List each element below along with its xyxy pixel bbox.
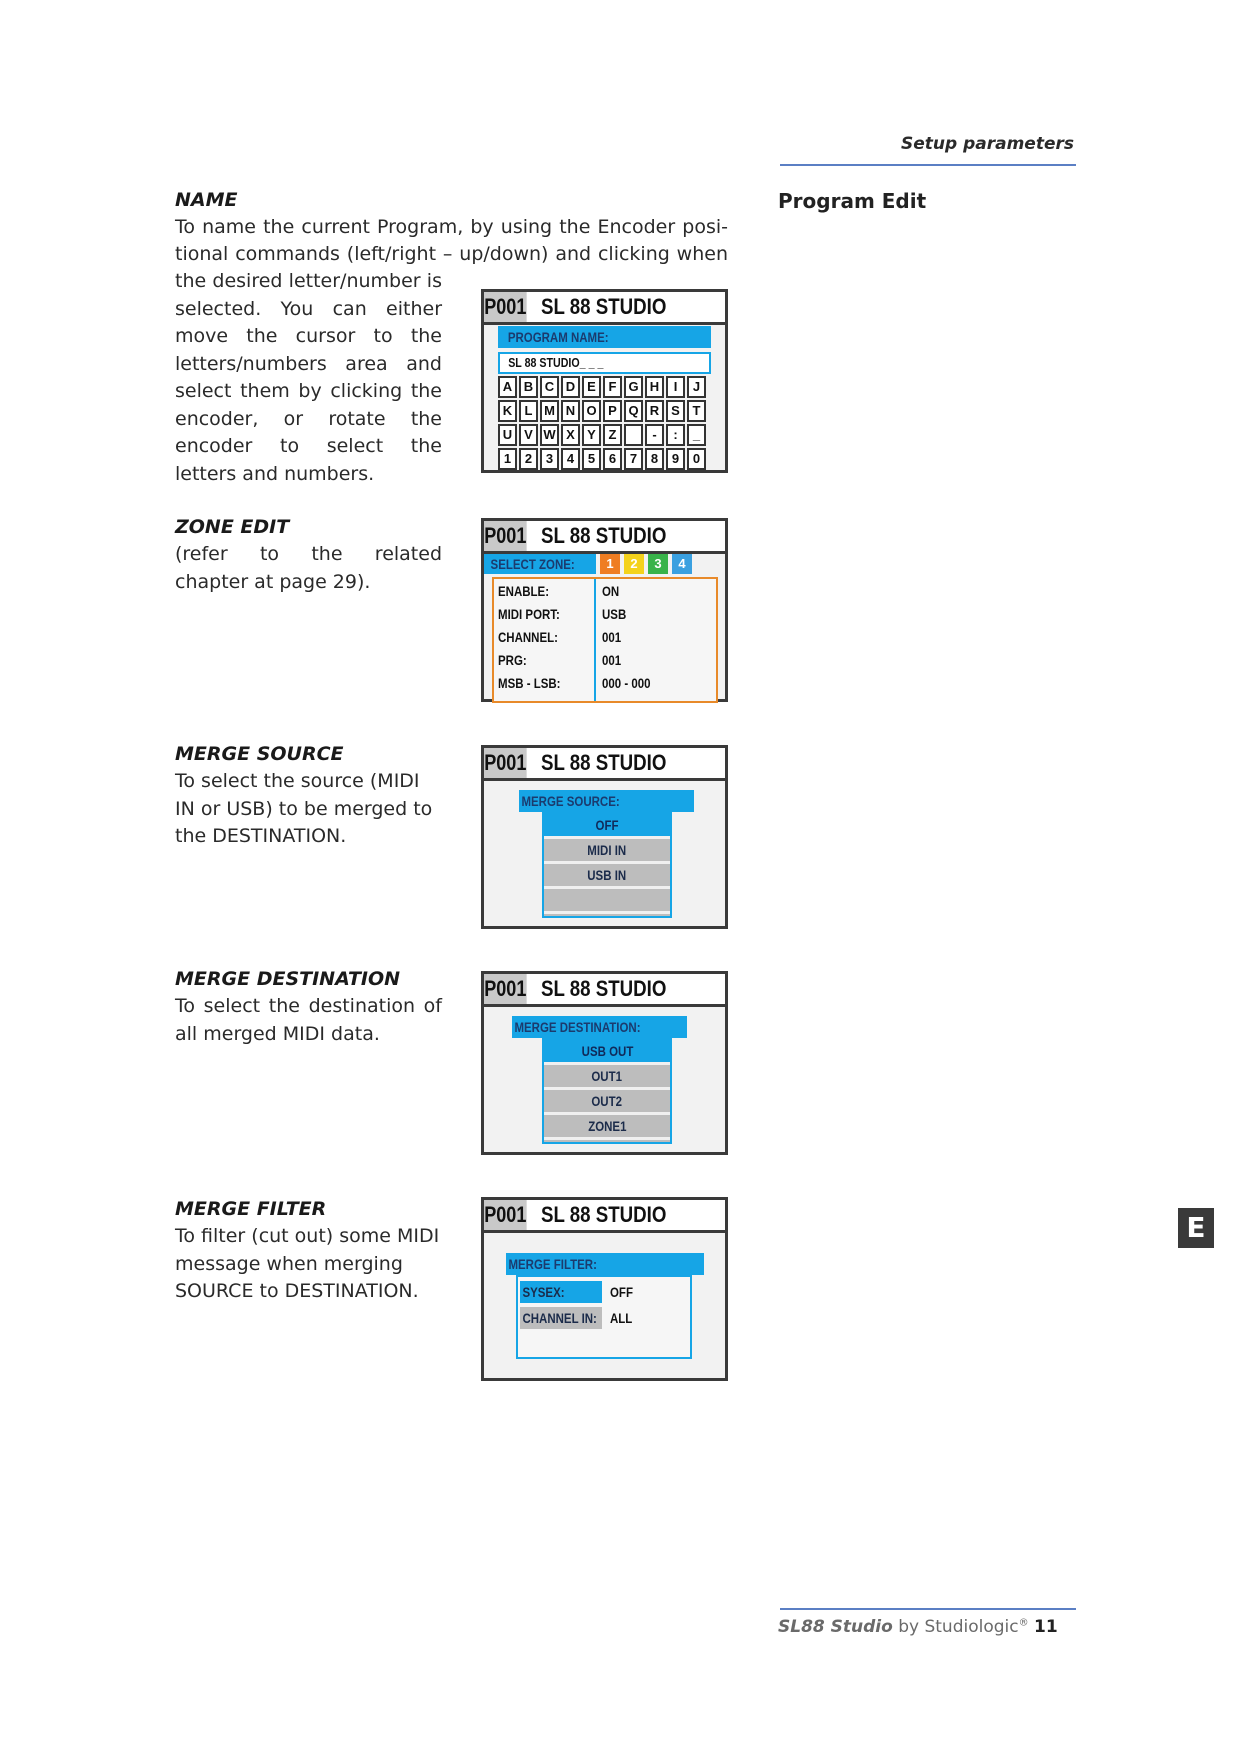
zone-params-box (492, 577, 718, 703)
lcd-merge-source (481, 745, 728, 929)
key-cell[interactable]: Y (582, 424, 601, 446)
key-cell[interactable]: E (582, 376, 601, 398)
zone-chip-3[interactable]: 3 (648, 554, 668, 574)
footer (778, 1617, 1058, 1637)
merge-destination-label: MERGE DESTINATION: (512, 1016, 687, 1038)
filter-value[interactable]: ALL (610, 1310, 633, 1326)
side-title: Program Edit (778, 189, 927, 213)
menu-option[interactable]: ZONE1 (544, 1115, 670, 1140)
merge-source-label: MERGE SOURCE: (519, 790, 694, 812)
key-cell[interactable]: 5 (582, 448, 601, 470)
key-cell[interactable]: _ (687, 424, 706, 446)
menu-option[interactable]: USB OUT (544, 1040, 670, 1065)
key-cell[interactable]: P (603, 400, 622, 422)
lcd-title-bar (484, 748, 725, 781)
merge-filter-text: To filter (cut out) some MIDI message when merging SOURCE to DESTINATION. (175, 1225, 440, 1302)
key-cell[interactable]: R (645, 400, 664, 422)
key-cell[interactable]: M (540, 400, 559, 422)
character-keyboard[interactable] (498, 376, 706, 470)
key-cell[interactable]: O (582, 400, 601, 422)
key-cell[interactable]: 1 (498, 448, 517, 470)
zone-param-value[interactable]: 000 - 000 (602, 675, 651, 691)
name-heading: NAME (175, 189, 238, 211)
merge-filter-heading: MERGE FILTER (175, 1198, 327, 1220)
name-text-line1: To name the current Program, by using the Encoder posi- (175, 216, 728, 238)
lcd-merge-destination (481, 971, 728, 1155)
key-cell[interactable]: L (519, 400, 538, 422)
key-cell[interactable]: - (645, 424, 664, 446)
key-cell[interactable]: V (519, 424, 538, 446)
zone-param-label: ENABLE: (498, 583, 550, 599)
section-tab-e: E (1178, 1208, 1214, 1248)
key-cell[interactable]: H (645, 376, 664, 398)
key-cell[interactable]: : (666, 424, 685, 446)
key-cell[interactable]: F (603, 376, 622, 398)
lcd-title-bar (484, 521, 725, 554)
program-name-label: PROGRAM NAME: (498, 326, 711, 348)
key-cell[interactable]: Q (624, 400, 643, 422)
program-number: P001 (484, 748, 527, 778)
key-cell[interactable]: 9 (666, 448, 685, 470)
lcd-program-name (481, 289, 728, 473)
lcd-title-bar (484, 1200, 725, 1233)
footer-rule (780, 1608, 1076, 1610)
zone-param-value[interactable]: 001 (602, 629, 622, 645)
zone-param-value[interactable]: 001 (602, 652, 622, 668)
key-cell[interactable]: 6 (603, 448, 622, 470)
menu-option[interactable]: OUT2 (544, 1090, 670, 1115)
zone-param-label: CHANNEL: (498, 629, 558, 645)
zone-param-label: MIDI PORT: (498, 606, 560, 622)
menu-option[interactable]: USB IN (544, 864, 670, 889)
key-cell[interactable]: A (498, 376, 517, 398)
key-cell[interactable]: U (498, 424, 517, 446)
zone-edit-text: (refer to the related chapter at page 29). (175, 543, 442, 593)
zone-selector[interactable] (600, 554, 710, 574)
program-number: P001 (484, 974, 527, 1004)
zone-chip-1[interactable]: 1 (600, 554, 620, 574)
lcd-title-bar (484, 292, 725, 325)
key-cell[interactable]: W (540, 424, 559, 446)
key-cell[interactable]: N (561, 400, 580, 422)
menu-option[interactable] (544, 889, 670, 914)
lcd-title-bar (484, 974, 725, 1007)
key-cell[interactable]: T (687, 400, 706, 422)
key-cell[interactable] (624, 424, 643, 446)
key-cell[interactable]: K (498, 400, 517, 422)
zone-chip-4[interactable]: 4 (672, 554, 692, 574)
key-cell[interactable]: 4 (561, 448, 580, 470)
key-cell[interactable]: C (540, 376, 559, 398)
menu-option[interactable]: OUT1 (544, 1065, 670, 1090)
key-cell[interactable]: X (561, 424, 580, 446)
merge-source-heading: MERGE SOURCE (175, 743, 344, 765)
merge-source-text: To select the source (MIDI IN or USB) to be merged to the DESTINATION. (175, 770, 433, 847)
menu-option[interactable]: OFF (544, 814, 670, 839)
program-number: P001 (484, 292, 527, 322)
zone-param-value[interactable]: USB (602, 606, 627, 622)
zone-param-value[interactable]: ON (602, 583, 620, 599)
running-header: Setup parameters (901, 134, 1074, 154)
header-rule (780, 164, 1076, 166)
program-name-field[interactable]: SL 88 STUDIO_ _ _ (498, 352, 711, 374)
merge-destination-list[interactable] (542, 1038, 672, 1144)
name-text: the desired letter/number is selected. You can either move the cursor to the letters/numbers area and select them by clicking the encoder, or rotate the encoder to select the letters and numbers. (175, 270, 442, 485)
footer-brand: SL88 Studio (778, 1617, 893, 1637)
filter-label: SYSEX: (520, 1281, 602, 1303)
footer-reg: ® (1018, 1617, 1029, 1629)
merge-filter-box (516, 1275, 692, 1359)
menu-option[interactable]: MIDI IN (544, 839, 670, 864)
key-cell[interactable]: G (624, 376, 643, 398)
key-cell[interactable]: Z (603, 424, 622, 446)
zone-param-label: MSB - LSB: (498, 675, 561, 691)
zone-edit-heading: ZONE EDIT (175, 516, 290, 538)
program-name: SL 88 STUDIO (541, 976, 667, 1001)
key-cell[interactable]: I (666, 376, 685, 398)
footer-by: by Studiologic (898, 1617, 1019, 1637)
page-number: 11 (1034, 1617, 1058, 1637)
merge-filter-label: MERGE FILTER: (506, 1253, 704, 1275)
key-cell[interactable]: B (519, 376, 538, 398)
zone-chip-2[interactable]: 2 (624, 554, 644, 574)
key-cell[interactable]: J (687, 376, 706, 398)
merge-destination-heading: MERGE DESTINATION (175, 968, 401, 990)
key-cell[interactable]: 2 (519, 448, 538, 470)
name-text-line2: tional commands (left/right – up/down) and clicking when (175, 243, 728, 265)
key-cell[interactable]: D (561, 376, 580, 398)
program-number: P001 (484, 1200, 527, 1230)
key-cell[interactable]: 0 (687, 448, 706, 470)
program-name: SL 88 STUDIO (541, 294, 667, 319)
program-name: SL 88 STUDIO (541, 1202, 667, 1227)
merge-destination-text: To select the destination of all merged MIDI data. (175, 995, 442, 1045)
zone-divider (594, 579, 596, 701)
lcd-merge-filter (481, 1197, 728, 1381)
program-name: SL 88 STUDIO (541, 523, 667, 548)
lcd-zone-edit (481, 518, 728, 702)
key-cell[interactable]: 3 (540, 448, 559, 470)
key-cell[interactable]: 8 (645, 448, 664, 470)
select-zone-label: SELECT ZONE: (484, 554, 596, 574)
key-cell[interactable]: S (666, 400, 685, 422)
merge-source-list[interactable] (542, 812, 672, 918)
key-cell[interactable]: 7 (624, 448, 643, 470)
program-number: P001 (484, 521, 527, 551)
filter-label: CHANNEL IN: (520, 1307, 602, 1329)
program-name: SL 88 STUDIO (541, 750, 667, 775)
zone-param-label: PRG: (498, 652, 527, 668)
filter-value[interactable]: OFF (610, 1284, 633, 1300)
